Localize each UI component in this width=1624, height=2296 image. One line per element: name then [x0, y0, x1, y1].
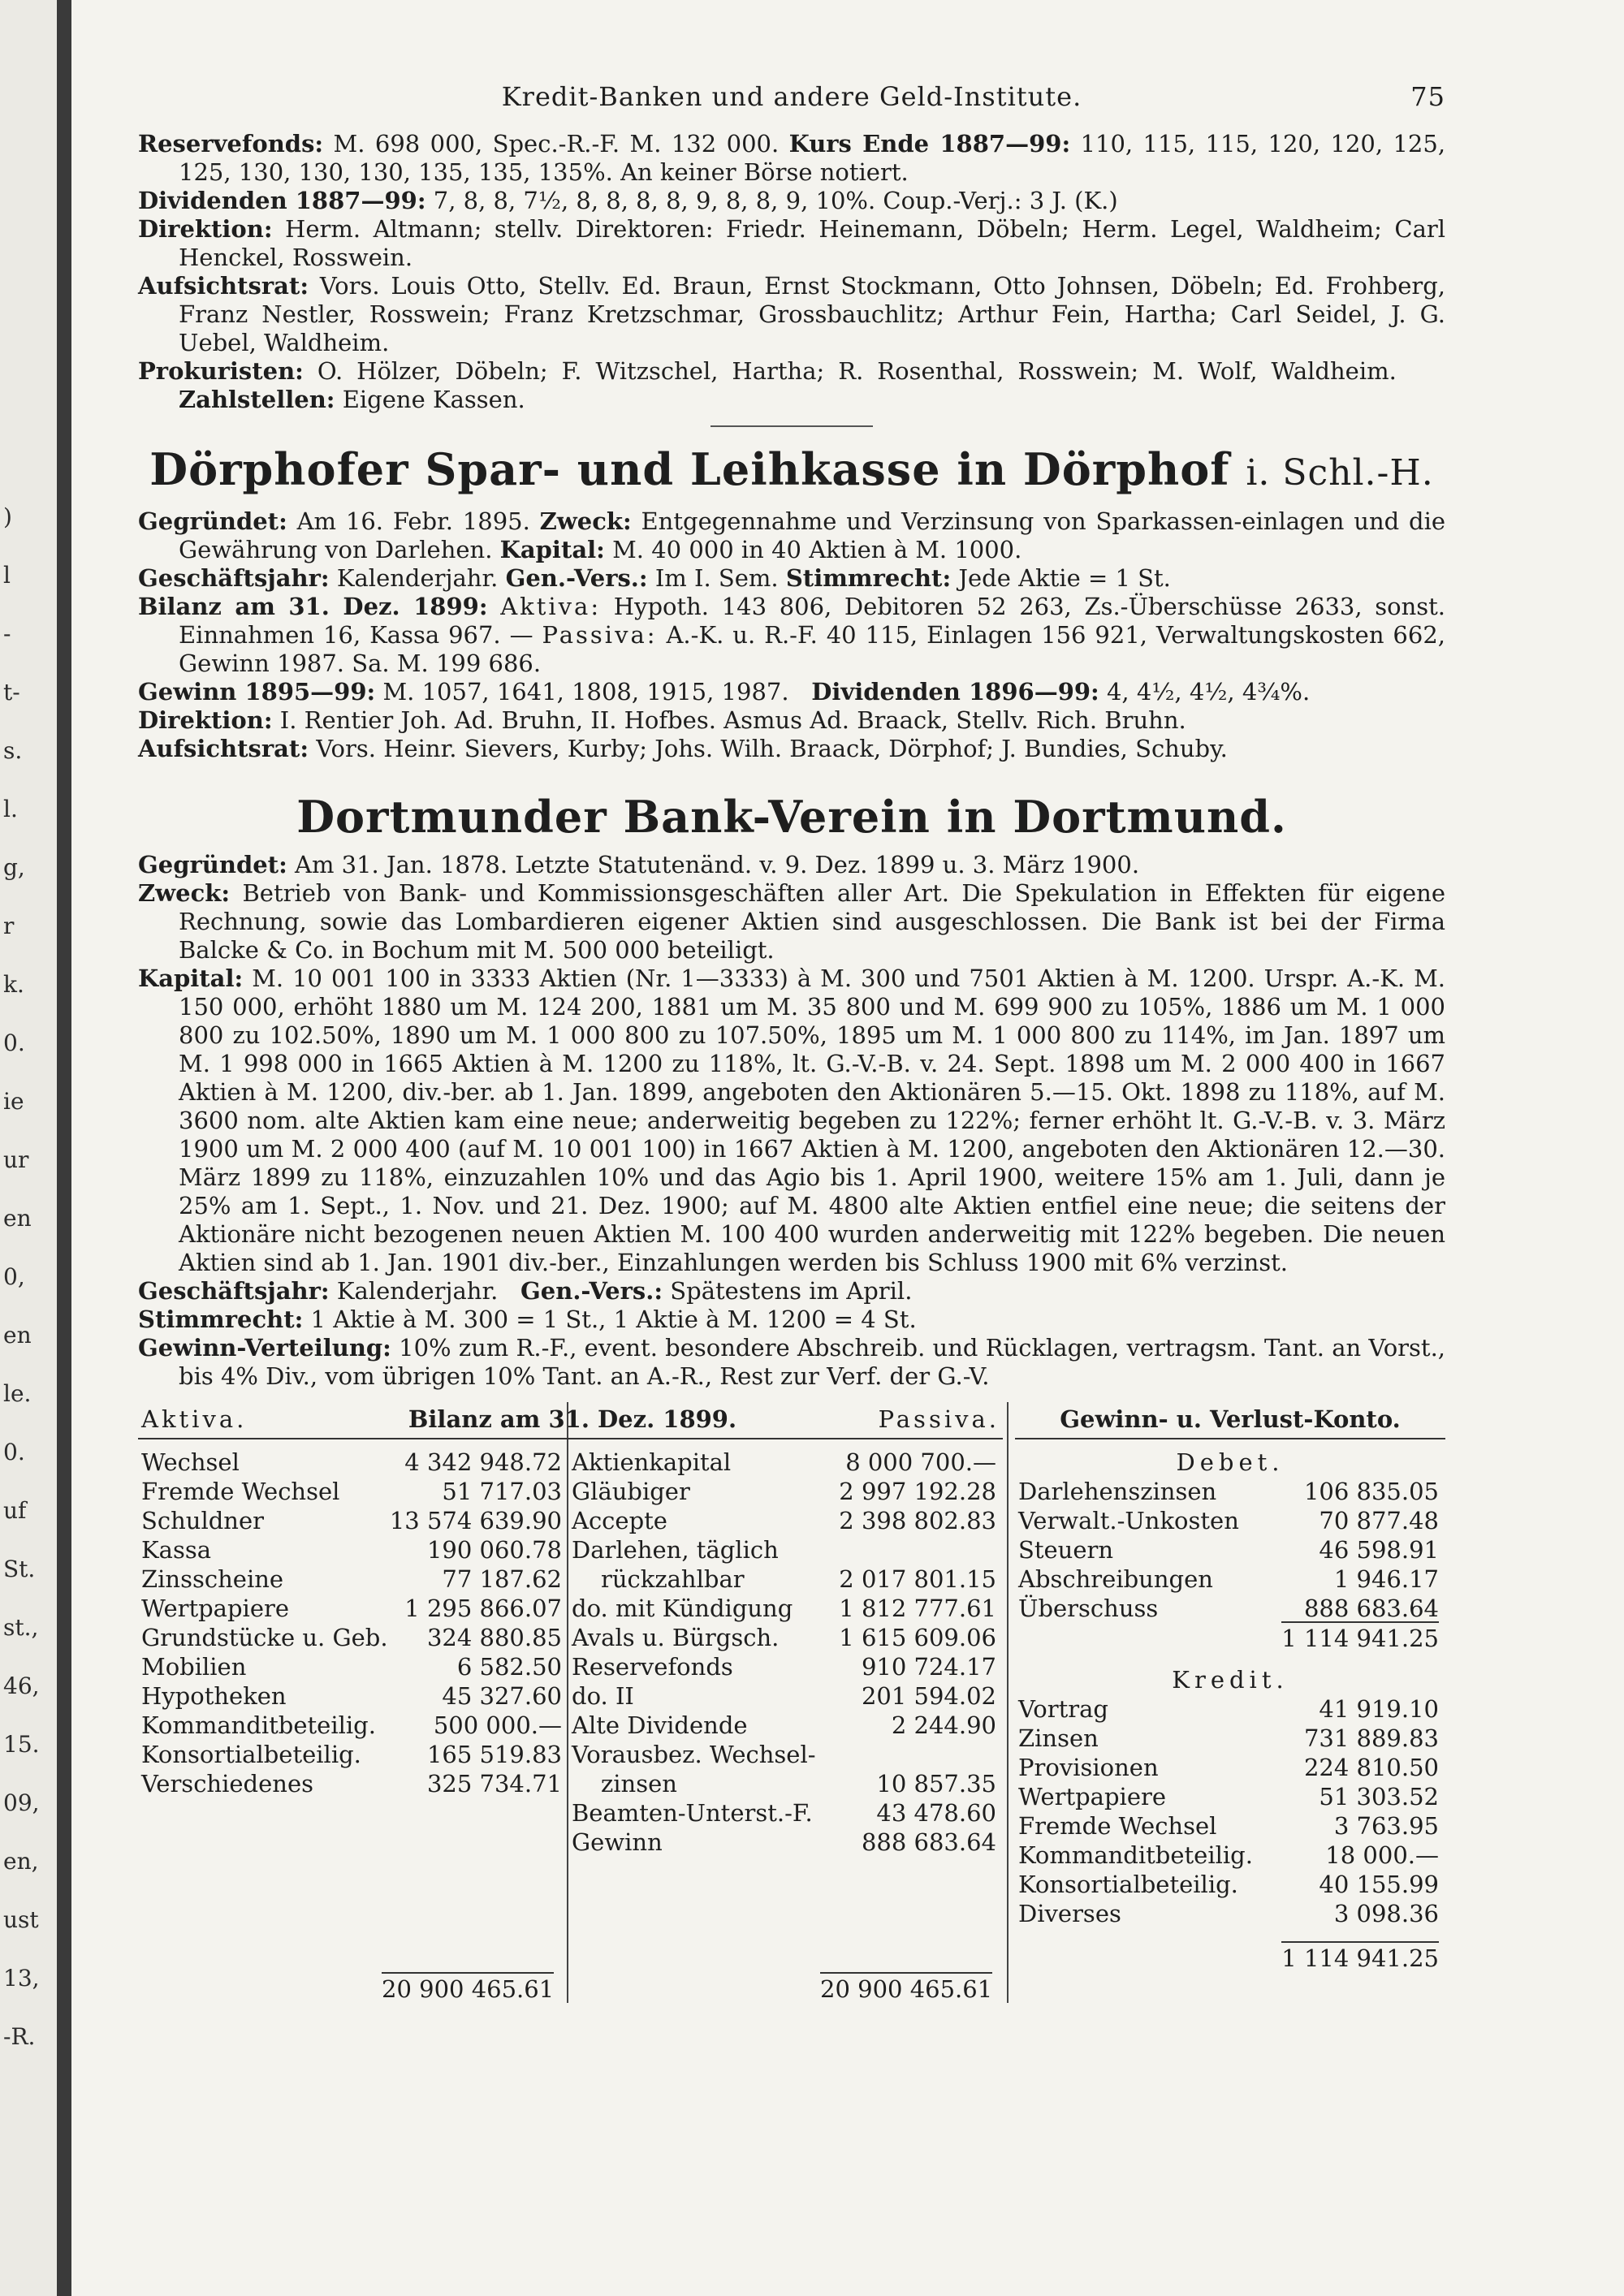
kredit-rows — [1015, 1694, 1445, 1928]
aktiva-heading: Aktiva. — [141, 1405, 248, 1433]
row-value: 731 889.83 — [1303, 1724, 1439, 1752]
previous-page-strip — [0, 0, 57, 2296]
margin-fragment: g, — [3, 854, 25, 881]
margin-fragment: 13, — [3, 1965, 40, 1992]
dortmund-title: Dortmunder Bank-Verein in Dortmund. — [296, 791, 1287, 843]
table-row — [568, 1711, 1003, 1740]
doerphof-title: Dörphofer Spar- und Leihkasse in Dörphof i. Schl.-H. — [149, 443, 1434, 495]
doerphof-direktion: Direktion: I. Rentier Joh. Ad. Bruhn, II. Hofbes. Asmus Ad. Braack, Stellv. Rich. Bruhn. — [138, 706, 1186, 734]
row-label: Abschreibungen — [1018, 1565, 1213, 1593]
row-value: 106 835.05 — [1303, 1478, 1439, 1505]
row-value: 41 919.10 — [1319, 1695, 1439, 1723]
table-row — [568, 1681, 1003, 1711]
row-value: 6 582.50 — [456, 1653, 562, 1681]
doerphof-gewinn: Gewinn 1895—99: M. 1057, 1641, 1808, 1915, 1987. Dividenden 1896—99: 4, 4½, 4½, 4¾%. — [138, 678, 1311, 706]
table-row — [1015, 1564, 1445, 1594]
page-number: 75 — [1410, 81, 1445, 112]
row-value: 325 734.71 — [426, 1770, 562, 1798]
row-value: 51 717.03 — [442, 1478, 562, 1505]
table-row — [568, 1564, 1003, 1594]
margin-fragment: 09, — [3, 1789, 40, 1816]
margin-fragment: ust — [3, 1906, 39, 1933]
margin-fragment: le. — [3, 1380, 32, 1407]
row-label: Gläubiger — [572, 1478, 690, 1505]
table-row — [138, 1564, 568, 1594]
margin-fragment: st., — [3, 1614, 39, 1641]
table-row — [138, 1623, 568, 1652]
table-row — [138, 1711, 568, 1740]
row-value: 1 615 609.06 — [839, 1624, 996, 1651]
margin-fragment: s. — [3, 737, 23, 764]
book-gutter — [57, 0, 71, 2296]
table-row — [1015, 1870, 1445, 1899]
table-row — [1015, 1782, 1445, 1811]
row-label: Wertpapiere — [1018, 1783, 1167, 1810]
row-value: 888 683.64 — [861, 1828, 996, 1856]
row-value: 910 724.17 — [861, 1653, 996, 1681]
row-label: Fremde Wechsel — [141, 1478, 340, 1505]
row-value: 2 997 192.28 — [839, 1478, 996, 1505]
table-row — [1015, 1753, 1445, 1782]
row-value: 8 000 700.— — [845, 1448, 996, 1476]
row-value: 888 683.64 — [1303, 1595, 1439, 1622]
direktion-line: Direktion: Herm. Altmann; stellv. Direktoren: Friedr. Heinemann, Döbeln; Herm. Legel, Waldheim; Carl Henckel, Rosswein. — [138, 215, 1446, 271]
margin-fragment: r — [3, 913, 15, 939]
row-value: 4 342 948.72 — [404, 1448, 562, 1476]
row-value: 224 810.50 — [1303, 1754, 1439, 1781]
dortmund-stimmrecht: Stimmrecht: 1 Aktie à M. 300 = 1 St., 1 Aktie à M. 1200 = 4 St. — [138, 1306, 917, 1333]
doerphof-fiscal: Geschäftsjahr: Kalenderjahr. Gen.-Vers.: Im I. Sem. Stimmrecht: Jede Aktie = 1 St. — [138, 564, 1171, 592]
row-value: 70 877.48 — [1319, 1507, 1439, 1534]
margin-fragment: 0. — [3, 1029, 25, 1056]
gv-title: Gewinn- u. Verlust-Konto. — [1060, 1405, 1401, 1433]
aktiva-header — [138, 1402, 737, 1439]
row-value: 3 763.95 — [1333, 1812, 1439, 1840]
row-value: 1 295 866.07 — [404, 1595, 562, 1622]
row-value: 13 574 639.90 — [389, 1507, 562, 1534]
reserve-line: Reservefonds: M. 698 000, Spec.-R.-F. M. 132 000. Kurs Ende 1887—99: 110, 115, 115, 120, 120, 125, 125, 130, 130, 130, 135, 135, 135%. An keiner Börse notiert. — [138, 130, 1446, 186]
row-value: 3 098.36 — [1333, 1900, 1439, 1927]
margin-fragment: l — [3, 562, 11, 589]
row-label: Wertpapiere — [141, 1595, 290, 1622]
margin-fragment: t- — [3, 679, 20, 706]
row-value: 324 880.85 — [426, 1624, 562, 1651]
margin-fragment: en — [3, 1205, 32, 1232]
row-label: Accepte — [572, 1507, 667, 1534]
row-label: do. mit Kündigung — [572, 1595, 793, 1622]
table-row — [138, 1769, 568, 1798]
row-label: zinsen — [601, 1770, 677, 1798]
table-row — [1015, 1506, 1445, 1535]
row-value: 77 187.62 — [442, 1565, 562, 1593]
margin-fragment: uf — [3, 1497, 27, 1524]
row-label: Grundstücke u. Geb. — [141, 1624, 388, 1651]
dividends-line: Dividenden 1887—99: 7, 8, 8, 7½, 8, 8, 8, 8, 9, 8, 8, 9, 10%. Coup.-Verj.: 3 J. (K.) — [138, 187, 1118, 214]
row-value: 500 000.— — [433, 1711, 562, 1739]
debet-rows — [1015, 1477, 1445, 1623]
row-value: 51 303.52 — [1319, 1783, 1439, 1810]
row-value: 46 598.91 — [1319, 1536, 1439, 1564]
margin-fragment: 0. — [3, 1439, 25, 1465]
kredit-total: 1 114 941.25 — [1015, 1943, 1445, 1974]
row-label: Verschiedenes — [141, 1770, 313, 1798]
row-label: Steuern — [1018, 1536, 1114, 1564]
passiva-heading: Passiva. — [878, 1405, 1000, 1433]
doerphof-founded: Gegründet: Am 16. Febr. 1895. Zweck: Entgegennahme und Verzinsung von Sparkassen-einlagen und die Gewährung von Darlehen. Kapital: M. 40 000 in 40 Aktien à M. 1000. — [138, 507, 1446, 563]
table-row — [1015, 1694, 1445, 1724]
table-row — [1015, 1724, 1445, 1753]
table-row — [568, 1535, 1003, 1564]
table-row — [568, 1448, 1003, 1477]
row-label: Hypotheken — [141, 1682, 287, 1710]
row-label: Mobilien — [141, 1653, 247, 1681]
table-row — [138, 1740, 568, 1769]
margin-fragment: ) — [3, 503, 12, 530]
aufsichtsrat-line: Aufsichtsrat: Vors. Louis Otto, Stellv. Ed. Braun, Ernst Stockmann, Otto Johnsen, Döbeln; Ed. Frohberg, Franz Nestler, Rosswein; Franz Kretzschmar, Grossbauchlitz; Arthur Fein, Hartha; Carl Seidel, J. G. Uebel, Waldheim. — [138, 272, 1445, 356]
row-label: Kommanditbeteilig. — [1018, 1841, 1253, 1869]
row-value: 165 519.83 — [426, 1741, 562, 1768]
row-label: Vortrag — [1018, 1695, 1108, 1723]
passiva-header — [568, 1402, 1003, 1439]
table-row — [568, 1740, 1003, 1769]
row-label: Vorausbez. Wechsel- — [572, 1741, 816, 1768]
table-row — [568, 1652, 1003, 1681]
dortmund-fiscal: Geschäftsjahr: Kalenderjahr. Gen.-Vers.: Spätestens im April. — [138, 1277, 913, 1305]
table-row — [138, 1448, 568, 1477]
row-label: Darlehenszinsen — [1018, 1478, 1217, 1505]
dortmund-gewinnverteilung: Gewinn-Verteilung: 10% zum R.-F., event. besondere Abschreib. und Rücklagen, vertragsm. Tant. an Vorst., bis 4% Div., vom übrigen 10% Tant. an A.-R., Rest zur Verf. der G.-V. — [138, 1334, 1446, 1390]
table-row — [138, 1477, 568, 1506]
table-row — [1015, 1841, 1445, 1870]
gv-header — [1015, 1402, 1445, 1439]
balance-tables — [138, 1402, 1445, 2019]
row-value: 2 244.90 — [891, 1711, 996, 1739]
passiva-rows — [568, 1448, 1003, 1857]
row-label: Konsortialbeteilig. — [141, 1741, 361, 1768]
margin-fragment: 46, — [3, 1672, 40, 1699]
page — [138, 81, 1445, 2019]
margin-fragment: en, — [3, 1848, 39, 1875]
column-divider — [1007, 1402, 1009, 2003]
table-row — [568, 1769, 1003, 1798]
row-label: do. II — [572, 1682, 634, 1710]
margin-fragment: 0, — [3, 1263, 25, 1290]
row-label: Überschuss — [1018, 1595, 1159, 1622]
table-row — [138, 1535, 568, 1564]
row-label: Schuldner — [141, 1507, 265, 1534]
row-label: Diverses — [1018, 1900, 1121, 1927]
table-row — [138, 1652, 568, 1681]
row-label: Aktienkapital — [572, 1448, 732, 1476]
gv-column — [1015, 1402, 1445, 1974]
row-label: Konsortialbeteilig. — [1018, 1871, 1238, 1898]
row-label: Alte Dividende — [572, 1711, 748, 1739]
table-row — [1015, 1594, 1445, 1623]
table-row — [1015, 1535, 1445, 1564]
row-label: Kassa — [141, 1536, 212, 1564]
margin-fragment: -R. — [3, 2023, 36, 2050]
row-value: 201 594.02 — [861, 1682, 996, 1710]
row-label: Darlehen, täglich — [572, 1536, 779, 1564]
row-value: 2 017 801.15 — [839, 1565, 996, 1593]
dortmund-founded: Gegründet: Am 31. Jan. 1878. Letzte Statutenänd. v. 9. Dez. 1899 u. 3. März 1900. — [138, 851, 1140, 878]
prokuristen-line: Prokuristen: O. Hölzer, Döbeln; F. Witzschel, Hartha; R. Rosenthal, Rosswein; M. Wolf, Waldheim. Zahlstellen: Eigene Kassen. — [138, 357, 1397, 413]
table-row — [1015, 1811, 1445, 1841]
running-head — [138, 81, 1445, 130]
row-value: 2 398 802.83 — [839, 1507, 996, 1534]
table-row — [568, 1477, 1003, 1506]
row-label: Wechsel — [141, 1448, 240, 1476]
table-row — [568, 1506, 1003, 1535]
table-row — [138, 1594, 568, 1623]
row-label: Zinsscheine — [141, 1565, 284, 1593]
row-value: 43 478.60 — [876, 1799, 996, 1827]
row-value: 190 060.78 — [426, 1536, 562, 1564]
doerphof-bilanz: Bilanz am 31. Dez. 1899: Aktiva: Hypoth. 143 806, Debitoren 52 263, Zs.-Überschüsse 2633, sonst. Einnahmen 16, Kassa 967. — Passiva: A.-K. u. R.-F. 40 115, Einlagen 156 921, Verwaltungskosten 662, Gewinn 1987. Sa. M. 199 686. — [138, 593, 1446, 677]
row-label: Kommanditbeteilig. — [141, 1711, 376, 1739]
row-label: rückzahlbar — [601, 1565, 745, 1593]
table-row — [1015, 1899, 1445, 1928]
row-label: Provisionen — [1018, 1754, 1159, 1781]
aktiva-rows — [138, 1448, 568, 1798]
passiva-column — [568, 1402, 1003, 1857]
table-row — [568, 1798, 1003, 1828]
margin-fragment: l. — [3, 796, 18, 822]
table-row — [138, 1506, 568, 1535]
section-divider — [710, 425, 873, 427]
aktiva-total: 20 900 465.61 — [382, 1975, 554, 2003]
margin-fragment: k. — [3, 971, 24, 998]
kredit-heading: Kredit. — [1172, 1666, 1289, 1694]
row-value: 10 857.35 — [876, 1770, 996, 1798]
debet-heading: Debet. — [1176, 1448, 1285, 1476]
header-title: Kredit-Banken und andere Geld-Institute. — [501, 81, 1082, 112]
row-label: Avals u. Bürgsch. — [572, 1624, 780, 1651]
table-row — [138, 1681, 568, 1711]
table-row — [568, 1828, 1003, 1857]
row-label: Verwalt.-Unkosten — [1018, 1507, 1239, 1534]
doerphof-aufsichtsrat: Aufsichtsrat: Vors. Heinr. Sievers, Kurby; Johs. Wilh. Braack, Dörphof; J. Bundies, Schuby. — [138, 735, 1228, 762]
dortmund-kapital: Kapital: M. 10 001 100 in 3333 Aktien (Nr. 1—3333) à M. 300 und 7501 Aktien à M. 1200. Urspr. A.-K. M. 150 000, erhöht 1880 um M. 124 200, 1881 um M. 35 800 und M. 699 900 zu 105%, 1886 um M. 1 000 800 zu 102.50%, 1890 um M. 1 000 800 zu 107.50%, 1895 um M. 1 000 800 zu 114%, im Jan. 1897 um M. 1 998 000 in 1665 Aktien à M. 1200 zu 118%, lt. G.-V.-B. v. 24. Sept. 1898 um M. 2 000 400 in 1667 Aktien à M. 1200, div.-ber. ab 1. Jan. 1899, angeboten den Aktionären 5.—15. Okt. 1898 zu 118%, auf M. 3600 nom. alte Aktien kam eine neue; anderweitig begeben zu 122%; ferner erhöht lt. G.-V.-B. v. 3. März 1900 um M. 2 000 400 (auf M. 10 001 100) in 1667 Aktien à M. 1200, angeboten den Aktionären 12.—30. März 1899 zu 118%, einzuzahlen 10% und das Agio bis 1. April 1900, weitere 15% am 1. Juli, dann je 25% am 1. Sept., 1. Nov. und 21. Dez. 1900; auf M. 4800 alte Aktien entfiel eine neue; die seitens der Aktionäre nicht bezogenen neuen Aktien M. 100 400 wurden anderweitig mit 122% begeben. Die neuen Aktien sind ab 1. Jan. 1901 div.-ber., Einzahlungen werden bis Schluss 1900 mit 6% verzinst. — [138, 965, 1445, 1276]
row-value: 45 327.60 — [442, 1682, 562, 1710]
table-row — [568, 1594, 1003, 1623]
row-label: Fremde Wechsel — [1018, 1812, 1217, 1840]
margin-fragment: ur — [3, 1146, 29, 1173]
table-row — [568, 1623, 1003, 1652]
margin-fragment: ie — [3, 1088, 24, 1115]
bilanz-title: Bilanz am 31. Dez. 1899. — [408, 1405, 737, 1433]
row-label: Reservefonds — [572, 1653, 733, 1681]
row-label: Gewinn — [572, 1828, 663, 1856]
margin-fragment: St. — [3, 1556, 36, 1582]
row-value: 40 155.99 — [1319, 1871, 1439, 1898]
row-value: 1 812 777.61 — [839, 1595, 996, 1622]
margin-fragment: 15. — [3, 1731, 40, 1758]
debet-total: 1 114 941.25 — [1015, 1623, 1445, 1654]
row-value: 18 000.— — [1325, 1841, 1439, 1869]
passiva-total: 20 900 465.61 — [820, 1975, 992, 2003]
row-value: 1 946.17 — [1333, 1565, 1439, 1593]
row-label: Beamten-Unterst.-F. — [572, 1799, 813, 1827]
margin-fragment: en — [3, 1322, 32, 1349]
table-row — [1015, 1477, 1445, 1506]
margin-fragment: - — [3, 620, 11, 647]
row-label: Zinsen — [1018, 1724, 1099, 1752]
dortmund-zweck: Zweck: Betrieb von Bank- und Kommissionsgeschäften aller Art. Die Spekulation in Effekten für eigene Rechnung, sowie das Lombardieren eigener Aktien sind ausgeschlossen. Die Bank ist bei der Firma Balcke & Co. in Bochum mit M. 500 000 beteiligt. — [138, 879, 1446, 964]
